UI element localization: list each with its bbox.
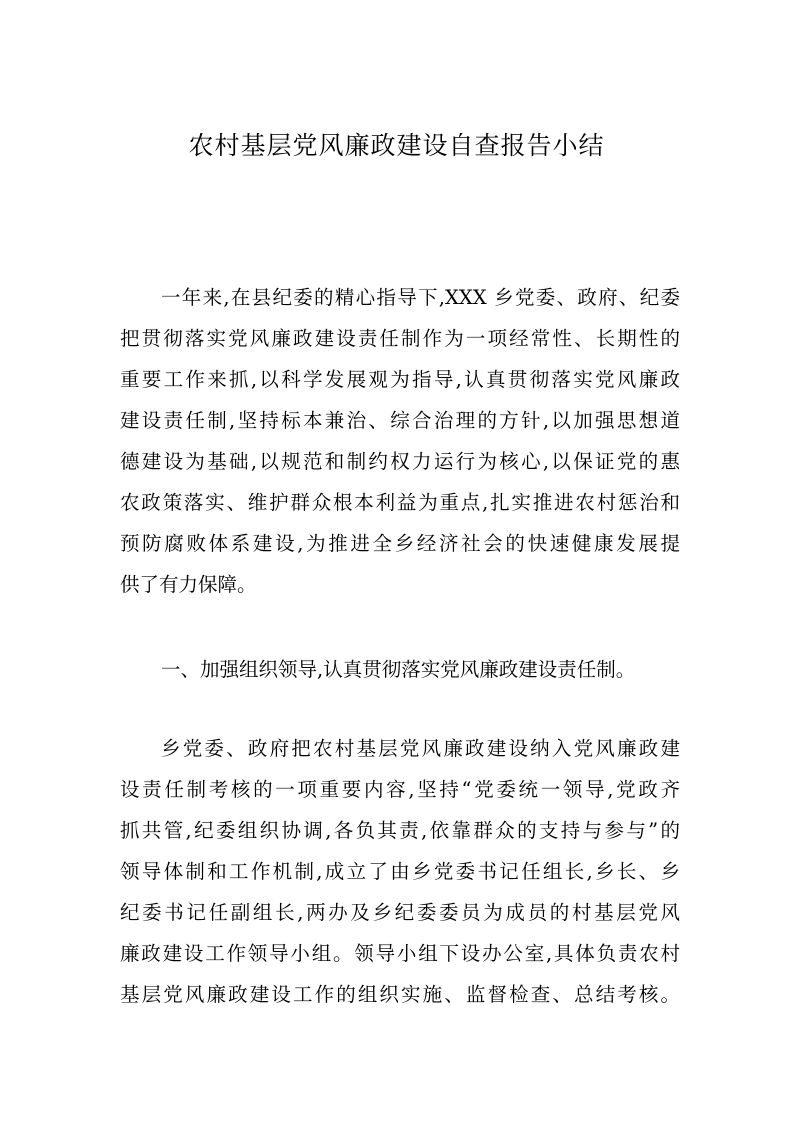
document-title: 农村基层党风廉政建设自查报告小结: [188, 131, 605, 160]
text-line: 建设责任制,坚持标本兼治、综合治理的方针,以加强思想道: [120, 409, 680, 432]
heading-line: 一、加强组织领导,认真贯彻落实党风廉政建设责任制。: [161, 658, 636, 681]
text-line: 廉政建设工作领导小组。领导小组下设办公室,具体负责农村: [120, 942, 680, 965]
paragraph-intro: [120, 277, 680, 605]
text-line: 德建设为基础,以规范和制约权力运行为核心,以保证党的惠: [120, 450, 680, 473]
text-line: 纪委书记任副组长,两办及乡纪委委员为成员的村基层党风: [120, 901, 680, 924]
section-heading-1: [120, 649, 680, 690]
text-line: 设责任制考核的一项重要内容,坚持“党委统一领导,党政齐: [120, 778, 680, 801]
text-line: 基层党风廉政建设工作的组织实施、监督检查、总结考核。: [120, 983, 680, 1006]
text-line: 领导体制和工作机制,成立了由乡党委书记任组长,乡长、乡: [120, 860, 680, 883]
text-line: 乡党委、政府把农村基层党风廉政建设纳入党风廉政建: [161, 737, 680, 760]
text-line: 一年来,在县纪委的精心指导下,XXX 乡党委、政府、纪委: [161, 286, 680, 309]
text-line: 重要工作来抓,以科学发展观为指导,认真贯彻落实党风廉政: [120, 368, 680, 391]
paragraph-organization: [120, 728, 680, 1015]
text-line: 供了有力保障。: [120, 573, 257, 596]
text-line: 把贯彻落实党风廉政建设责任制作为一项经常性、长期性的: [120, 327, 680, 350]
text-line: 抓共管,纪委组织协调,各负其责,依靠群众的支持与参与”的: [120, 819, 680, 842]
text-line: 预防腐败体系建设,为推进全乡经济社会的快速健康发展提: [120, 532, 680, 555]
text-line: 农政策落实、维护群众根本利益为重点,扎实推进农村惩治和: [120, 491, 680, 514]
